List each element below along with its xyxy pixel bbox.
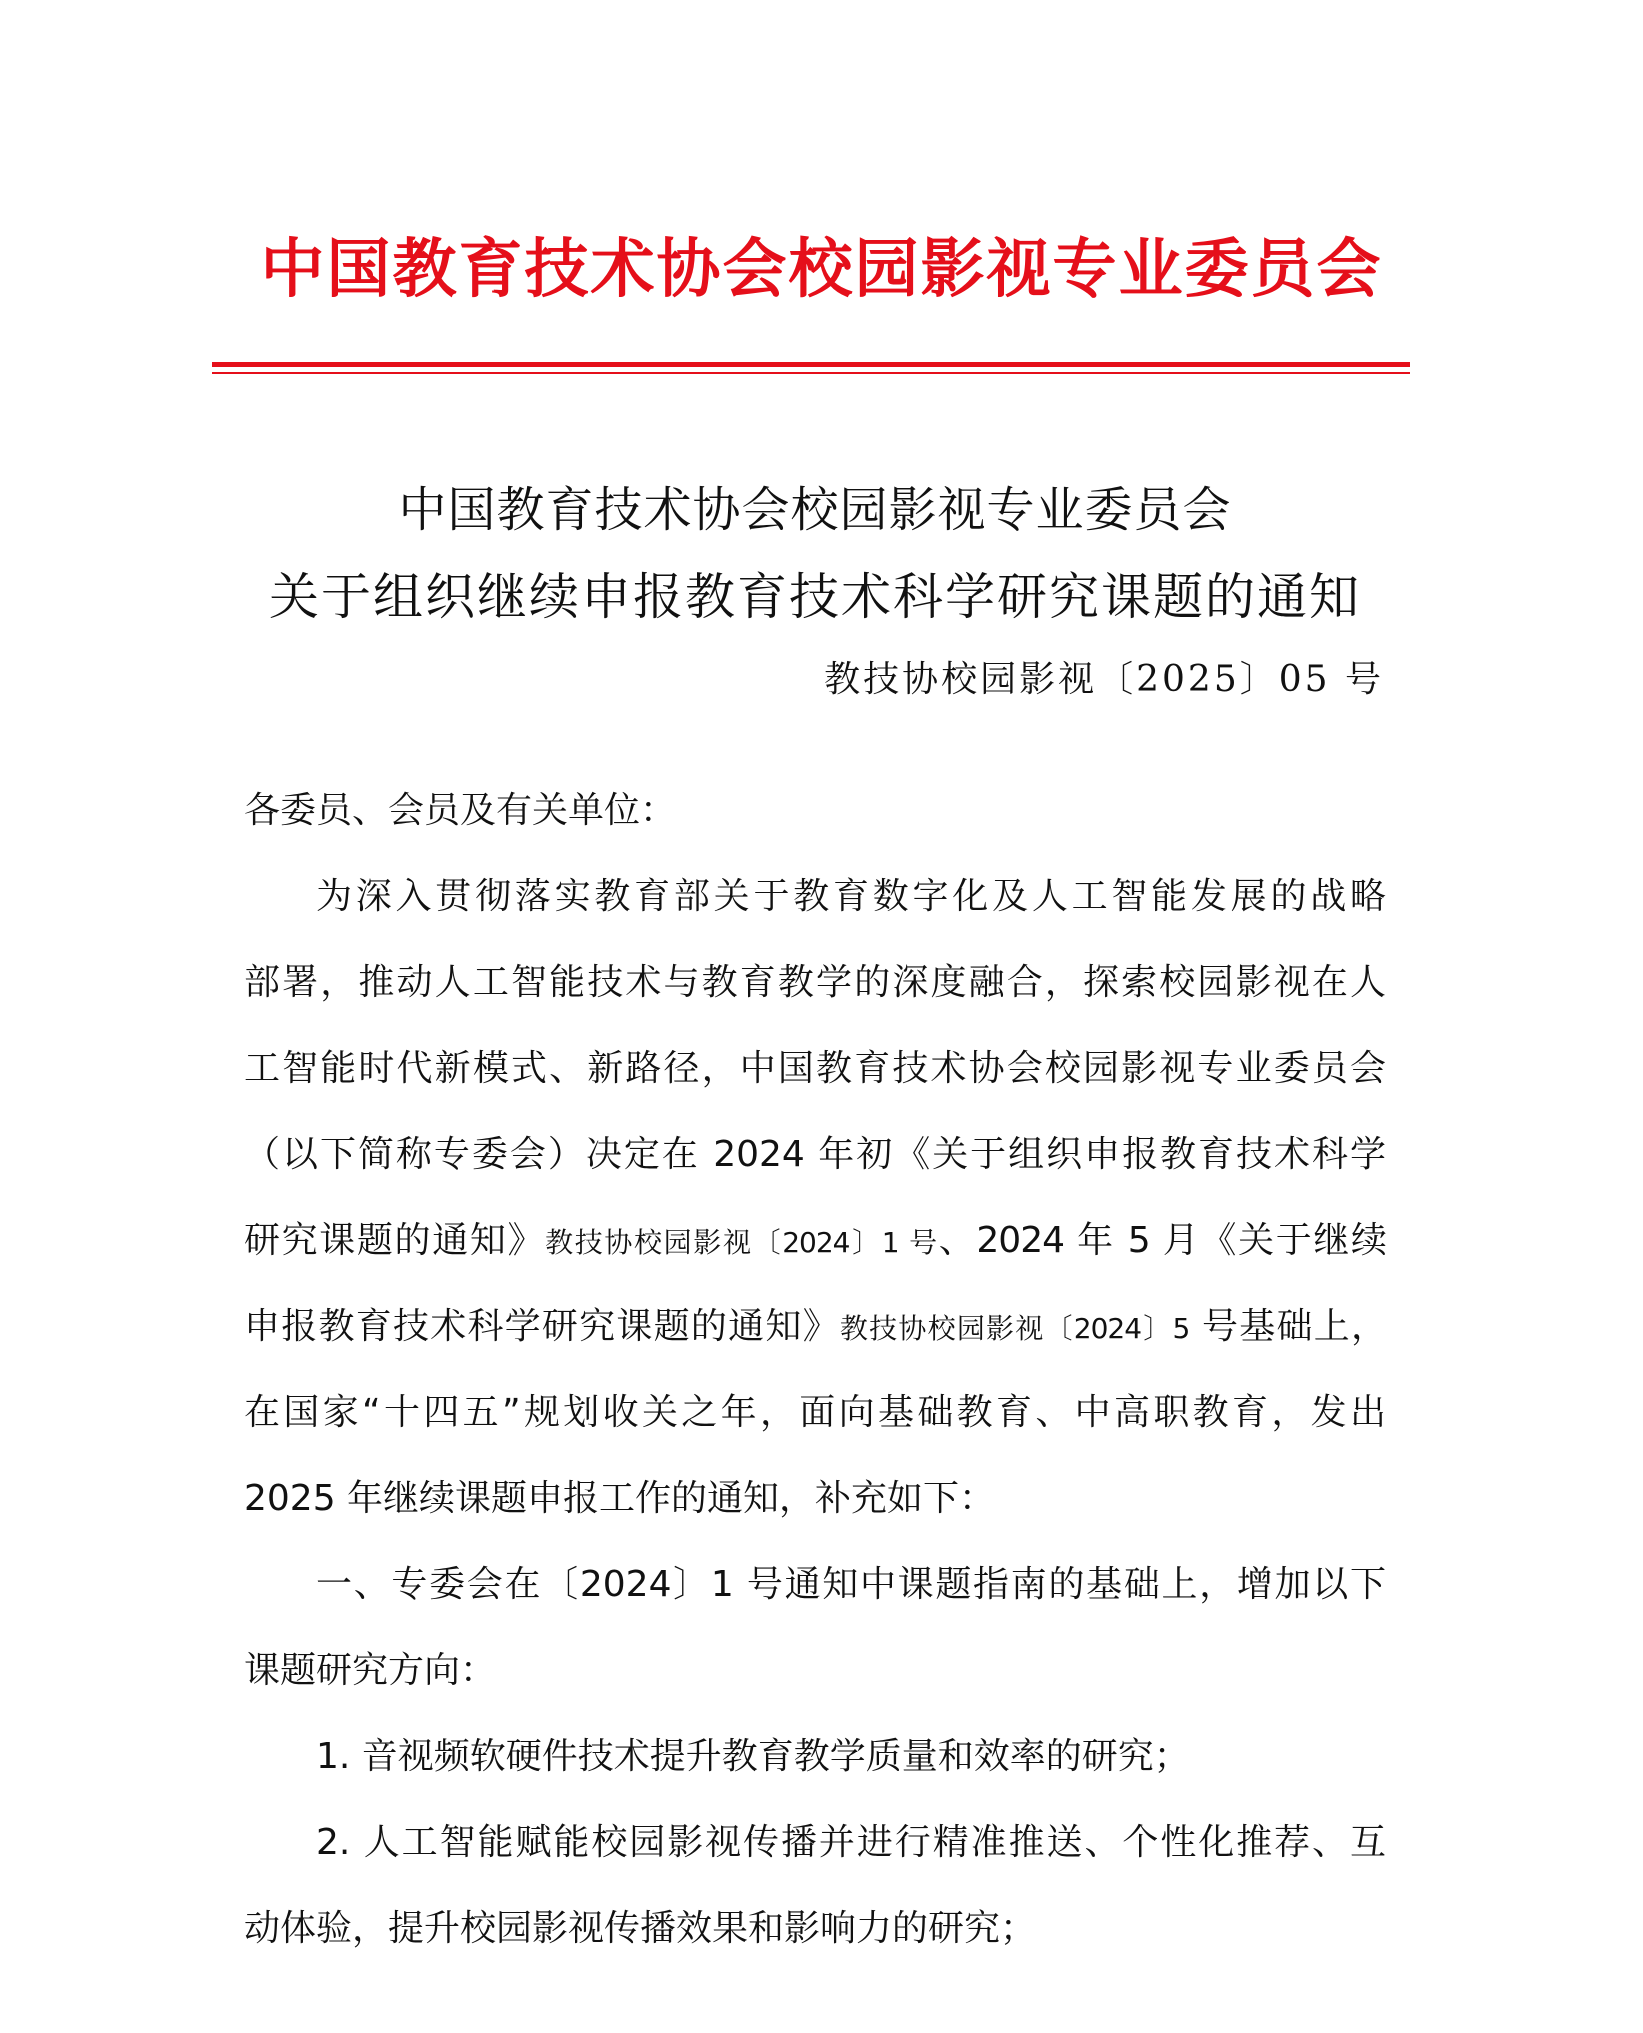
paragraph-1-line [244,1198,1386,1284]
list-item-1: 1. 音视频软硬件技术提升教育教学质量和效率的研究； [316,1736,1190,1777]
document-title-line-1: 中国教育技术协会校园影视专业委员会 [398,482,1232,538]
paragraph-1-line: 为深入贯彻落实教育部关于教育数字化及人工智能发展的战略 [316,876,1386,917]
paragraph-1-line [244,1284,1386,1370]
document-reference: 教技协校园影视〔2024〕1 号 [545,1226,939,1259]
list-item-2-line: 动体验，提升校园影视传播效果和影响力的研究； [244,1908,1037,1949]
line-text: 、2024 年 5 月《关于继续 [938,1220,1386,1261]
salutation: 各委员、会员及有关单位： [244,790,677,831]
paragraph-1-line: 工智能时代新模式、新路径，中国教育技术协会校园影视专业委员会 [244,1048,1386,1089]
line-text: 申报教育技术科学研究课题的通知》 [244,1306,840,1347]
document-title-line-2: 关于组织继续申报教育技术科学研究课题的通知 [269,568,1361,626]
document-reference: 教技协校园影视〔2024〕5 [839,1312,1190,1345]
line-text: 号基础上， [1189,1306,1386,1347]
paragraph-1-line: 2025 年继续课题申报工作的通知，补充如下： [244,1478,996,1519]
red-header-rule-thin [212,372,1410,374]
paragraph-1-line: 部署，推动人工智能技术与教育教学的深度融合，探索校园影视在人 [244,962,1386,1003]
paragraph-2-line: 一、专委会在〔2024〕1 号通知中课题指南的基础上，增加以下 [316,1564,1386,1605]
paragraph-1-line: （以下简称专委会）决定在 2024 年初《关于组织申报教育技术科学 [244,1134,1386,1175]
line-text: 研究课题的通知》 [244,1220,546,1261]
red-header-rule-thick [212,362,1410,367]
document-number: 教技协校园影视〔2025〕05 号 [824,659,1384,700]
paragraph-2-line: 课题研究方向： [244,1650,497,1691]
list-item-2-line: 2. 人工智能赋能校园影视传播并进行精准推送、个性化推荐、互 [316,1822,1386,1863]
red-header-organization: 中国教育技术协会校园影视专业委员会 [260,232,1383,307]
paragraph-1-line: 在国家“十四五”规划收关之年，面向基础教育、中高职教育，发出 [244,1392,1386,1433]
document-body [244,768,1386,1972]
